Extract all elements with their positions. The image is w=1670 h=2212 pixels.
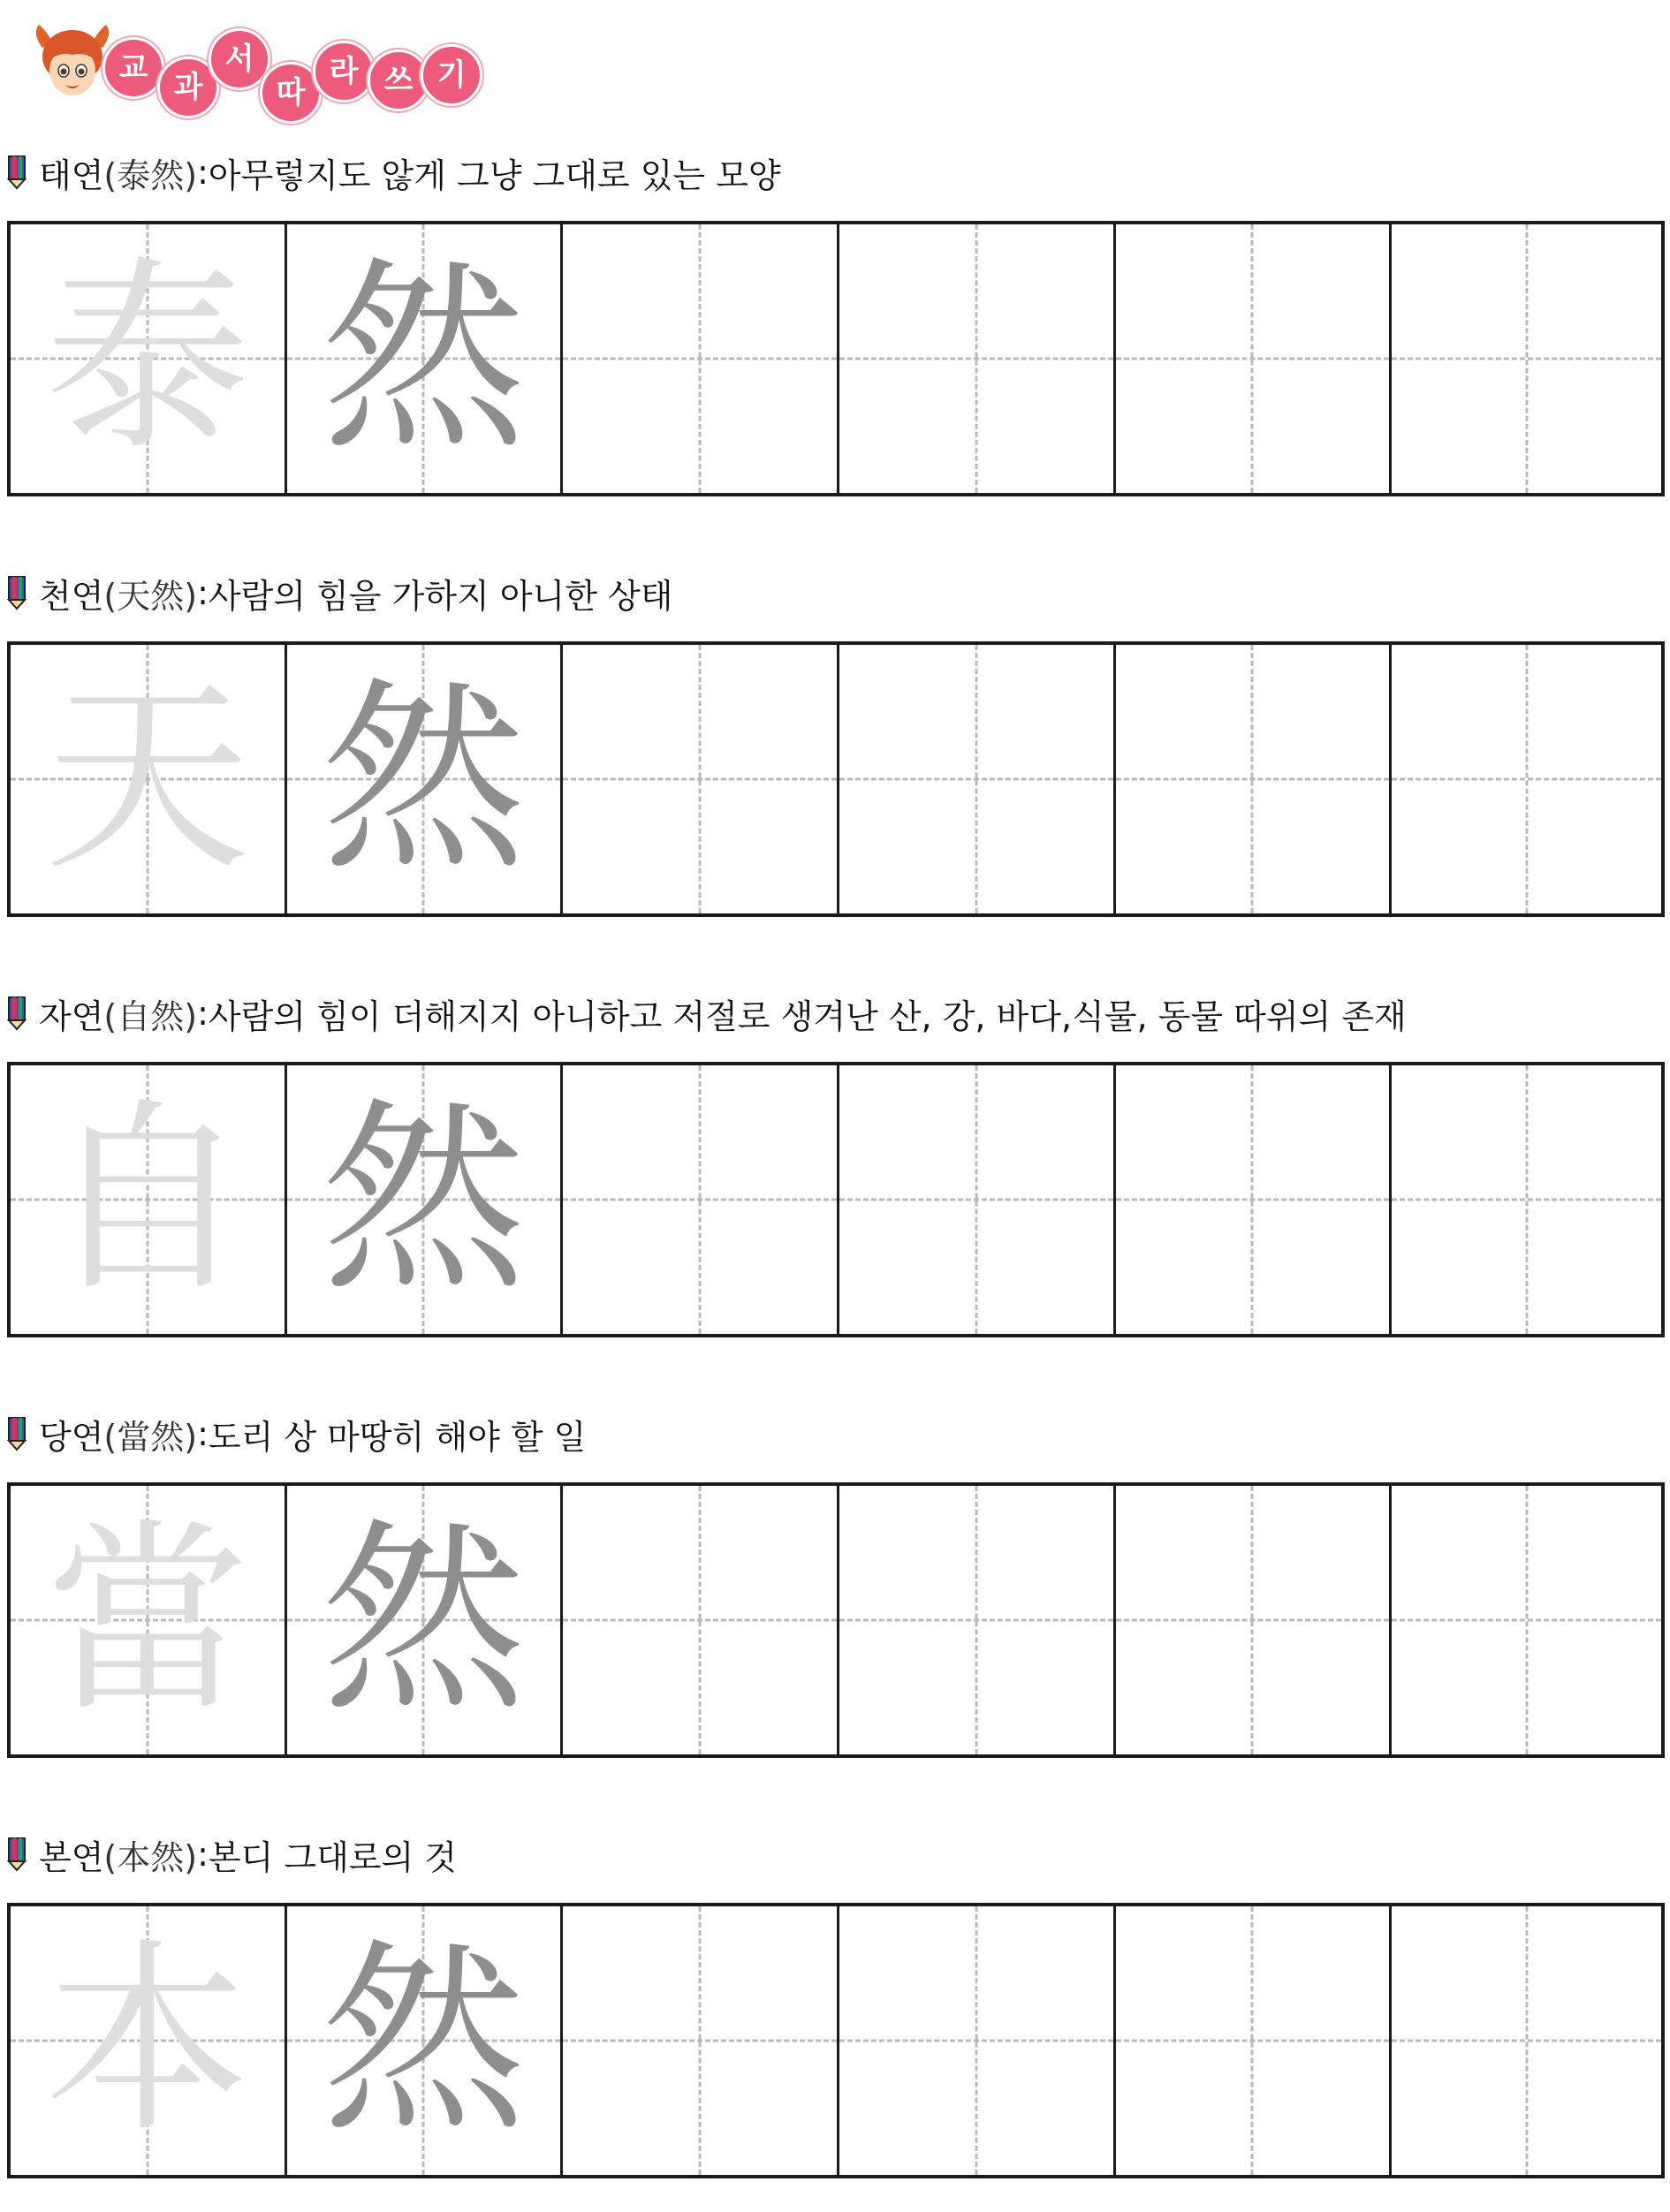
writing-cell-empty[interactable]: [1116, 1906, 1393, 2175]
guide-line-horizontal: [1392, 778, 1661, 781]
word-hangul: 천연: [39, 576, 104, 616]
logo-syllable: 라: [313, 41, 375, 102]
trace-character: 當: [44, 1501, 250, 1739]
writing-cell-empty[interactable]: [1116, 224, 1393, 493]
vocab-section: [0, 571, 1670, 942]
trace-character: 然: [321, 239, 527, 478]
textbook-tracing-logo: [21, 5, 481, 120]
guide-line-horizontal: [1116, 1619, 1390, 1622]
guide-line-horizontal: [563, 1199, 837, 1201]
writing-cell-empty[interactable]: [1392, 1486, 1661, 1754]
pencil-icon: [7, 996, 27, 1031]
writing-cell-empty[interactable]: [839, 1065, 1116, 1334]
word-hangul: 본연: [39, 1837, 104, 1877]
definition-separator: :: [197, 1414, 209, 1453]
definition-separator: :: [197, 994, 209, 1033]
writing-cell-empty[interactable]: [563, 1065, 839, 1334]
writing-cell-empty[interactable]: [839, 645, 1116, 913]
writing-grid: [7, 1062, 1665, 1337]
writing-grid: [7, 221, 1665, 496]
writing-cell-empty[interactable]: [839, 1486, 1116, 1754]
writing-cell-trace-dark[interactable]: [287, 224, 564, 493]
word-meaning: 사람의 힘이 더해지지 아니하고 저절로 생겨난 산, 강, 바다,식물, 동물 따위의 존재: [208, 996, 1407, 1036]
logo-syllable: 교: [102, 37, 164, 99]
trace-character: 然: [321, 660, 527, 898]
trace-character: 本: [44, 1921, 250, 2160]
guide-line-horizontal: [1392, 1199, 1661, 1201]
definition-line: [7, 991, 1407, 1035]
trace-character: 泰: [44, 239, 250, 478]
guide-line-horizontal: [839, 778, 1113, 781]
guide-line-horizontal: [839, 1199, 1113, 1201]
logo-syllable: 과: [157, 57, 219, 118]
writing-cell-empty[interactable]: [1116, 1486, 1393, 1754]
writing-grid: [7, 1482, 1665, 1758]
guide-line-horizontal: [563, 778, 837, 781]
definition-separator: :: [197, 153, 209, 192]
logo-syllable: 쓰: [368, 49, 429, 111]
word-hangul: 태연: [39, 155, 104, 195]
writing-cell-empty[interactable]: [1116, 645, 1393, 913]
trace-character: 自: [44, 1080, 250, 1319]
guide-line-horizontal: [839, 2040, 1113, 2042]
word-hanja: (本然): [103, 1837, 198, 1877]
guide-line-horizontal: [563, 2040, 837, 2042]
definition-line: [7, 571, 672, 615]
writing-cell-empty[interactable]: [563, 1906, 839, 2175]
writing-cell-empty[interactable]: [1392, 1065, 1661, 1334]
guide-line-horizontal: [563, 358, 837, 360]
writing-cell-empty[interactable]: [839, 224, 1116, 493]
word-hangul: 당연: [39, 1417, 104, 1457]
vocab-section: [0, 991, 1670, 1362]
guide-line-horizontal: [1392, 358, 1661, 360]
writing-cell-trace-light[interactable]: [11, 1065, 287, 1334]
writing-cell-empty[interactable]: [1392, 1906, 1661, 2175]
writing-cell-empty[interactable]: [563, 1486, 839, 1754]
writing-cell-trace-dark[interactable]: [287, 1486, 564, 1754]
vocab-section: [0, 1412, 1670, 1783]
guide-line-horizontal: [839, 358, 1113, 360]
writing-cell-trace-light[interactable]: [11, 1486, 287, 1754]
logo-syllable: 따: [260, 62, 322, 124]
guide-line-horizontal: [1116, 2040, 1390, 2042]
writing-cell-empty[interactable]: [839, 1906, 1116, 2175]
pencil-icon: [7, 575, 27, 610]
definition-separator: :: [197, 573, 209, 612]
writing-cell-empty[interactable]: [1392, 224, 1661, 493]
pencil-icon: [7, 155, 27, 190]
writing-cell-trace-dark[interactable]: [287, 1906, 564, 2175]
logo-syllable: 서: [209, 28, 270, 90]
logo-syllable: 기: [421, 44, 482, 106]
pencil-icon: [7, 1416, 27, 1451]
trace-character: 然: [321, 1080, 527, 1319]
writing-cell-empty[interactable]: [1392, 645, 1661, 913]
writing-cell-empty[interactable]: [563, 645, 839, 913]
word-hanja: (當然): [103, 1417, 198, 1457]
writing-cell-trace-light[interactable]: [11, 224, 287, 493]
pencil-icon: [7, 1837, 27, 1872]
guide-line-horizontal: [1116, 358, 1390, 360]
vocab-section: [0, 150, 1670, 521]
trace-character: 天: [44, 660, 250, 898]
word-meaning: 도리 상 마땅히 해야 할 일: [208, 1417, 587, 1457]
guide-line-horizontal: [1116, 1199, 1390, 1201]
guide-line-horizontal: [1116, 778, 1390, 781]
word-hanja: (泰然): [103, 155, 198, 195]
writing-cell-trace-light[interactable]: [11, 1906, 287, 2175]
trace-character: 然: [321, 1921, 527, 2160]
word-hanja: (自然): [103, 996, 198, 1036]
word-meaning: 아무렇지도 않게 그냥 그대로 있는 모양: [208, 155, 781, 195]
guide-line-horizontal: [839, 1619, 1113, 1622]
definition-separator: :: [197, 1835, 209, 1874]
writing-cell-empty[interactable]: [1116, 1065, 1393, 1334]
definition-line: [7, 1832, 457, 1876]
word-meaning: 사람의 힘을 가하지 아니한 상태: [208, 576, 673, 616]
word-meaning: 본디 그대로의 것: [208, 1837, 458, 1877]
vocab-section: [0, 1832, 1670, 2203]
writing-cell-trace-dark[interactable]: [287, 1065, 564, 1334]
writing-cell-trace-light[interactable]: [11, 645, 287, 913]
definition-line: [7, 1412, 586, 1456]
definition-line: [7, 150, 781, 194]
writing-cell-empty[interactable]: [563, 224, 839, 493]
guide-line-horizontal: [1392, 2040, 1661, 2042]
writing-grid: [7, 641, 1665, 917]
writing-cell-trace-dark[interactable]: [287, 645, 564, 913]
word-hanja: (天然): [103, 576, 198, 616]
writing-grid: [7, 1903, 1665, 2178]
trace-character: 然: [321, 1501, 527, 1739]
guide-line-horizontal: [1392, 1619, 1661, 1622]
guide-line-horizontal: [563, 1619, 837, 1622]
word-hangul: 자연: [39, 996, 104, 1036]
